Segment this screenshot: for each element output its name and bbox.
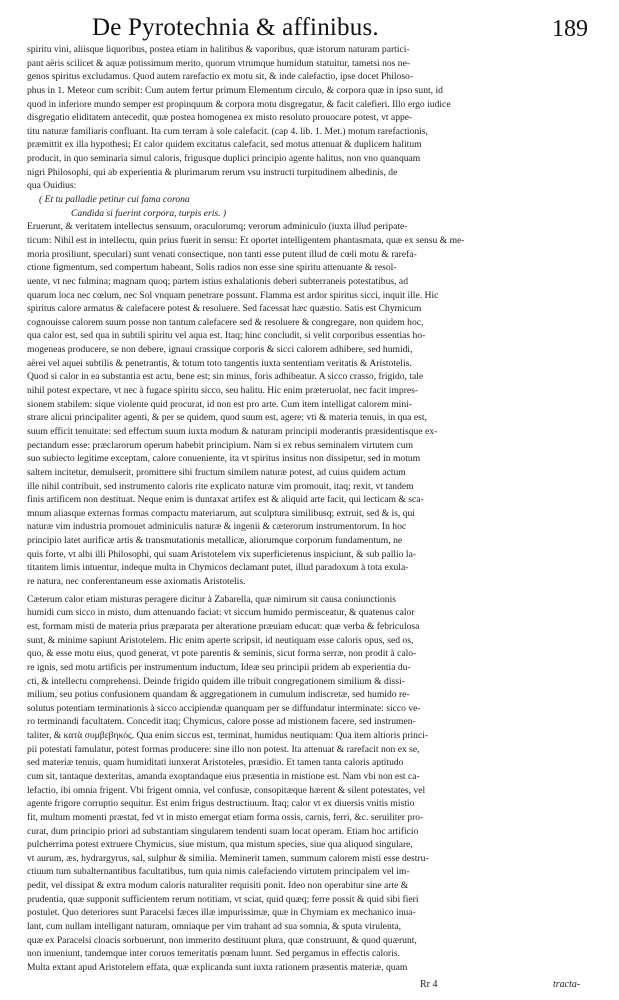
text-line: cum sit, tantaque dexteritas, amanda exoptandaque eius præsentia in mistione est. Nam vbi non est ca- (27, 770, 420, 782)
text-line: curat, dum principio priori ad substantiam singularem tendenti suam locat operam. Etiam hoc artificio (27, 825, 419, 837)
text-line: suum efficit tenuitate: sed effectum suum iuxta modum & naturam principii moderantis præsidentisque ex- (27, 425, 438, 437)
text-line: aërei vel aquei subtilis & penetrantis, & totum toto tangentis iuxta sententiam veritatis & Aristotelis. (27, 357, 412, 369)
verse-line: Candida si fuerint corpora, turpis eris. ) (71, 207, 227, 219)
text-line: finis artificem non destituat. Neque enim is duntaxat artifex est & aliquid arte facit, qui lecticam & sca- (27, 494, 424, 506)
text-line: Quod si calor in ea substantia est actu, bene est; sin minus, foris adhibeatur. A sicco crasso, frigido, tale (27, 371, 424, 383)
text-line: pectandum esse: præclarorum operum habebit principium. Nam si ex rebus seminalem virtutem cum (27, 439, 414, 451)
text-line: disgregatio eliditatem antecedit, quæ postea homogenea ex misto resoluto prouocare potest, vt appe- (27, 112, 413, 124)
text-line: prudentia, quæ supponit sufficientem rerum notitiam, vt sciat, quid quæq; ferre possit & quid sibi fieri (27, 893, 419, 905)
text-line: quæ ex Paracelsi cloacis sorbuerunt, non immerito destituunt plura, quæ construunt, & quod quærunt, (27, 934, 417, 946)
text-line: cognouisse calorem suum posse non tantum calefacere sed & resoluere & congregare, non quidem hoc, (27, 316, 424, 328)
text-line: genos spiritus excludamus. Quod autem rarefactio ex motu sit, & inde calefactio, ipse docet Philoso- (27, 71, 414, 83)
text-line: quarum loca nec cœlum, nec Sol vnquam penetrare possunt. Flamma est ardor spiritus sicci, inquit ille. Hic (27, 289, 439, 301)
text-line: spiritus calore armatus & calefacere potest & resoluere. Sed facessat hæc quæstio. Satis est Chymicum (27, 303, 422, 315)
text-line: taliter, & κατὰ συμβεβηκός. Qua enim siccus est, terminat, humidus neutiquam: Qua item altioris princi- (27, 730, 429, 742)
text-line: ro terminandi facultatem. Concedit itaq; Chymicus, calore posse ad mistionem facere, sed instrumen- (27, 716, 416, 728)
text-line: pii potestati famulatur, potest formas producere: sine illo non potest. Ita attenuat & rarefacit non ex se, (27, 743, 420, 755)
text-line: naturæ vim industria promouet adminiculis naturæ & ingenii & cæterorum instrumentorum. In hoc (27, 521, 407, 533)
text-line: præmittit ex illa hypothesi; Et calor quidem excitatus calefacit, sed motus attenuat & duplicem halitum (27, 139, 422, 151)
text-line: saltem incitetur, demulserit, promittere sibi fructum similem naturæ potest, ad cuius quidem actum (27, 466, 406, 478)
text-line: postulet. Quo deteriores sunt Paracelsi fæces illæ impurissimæ, quæ in Chymiam ex mechanico inua- (27, 907, 416, 919)
paragraph-block (27, 220, 597, 588)
text-line: phus in 1. Meteor cum scribit: Cum autem fertur primum Elementum circulo, & corpora quæ in ipso sunt, id (27, 84, 443, 96)
text-line: mnum aliasque externas formas compactu materiarum, aut sculptura similibusq; extruit, sed & is, qui (27, 507, 415, 519)
text-line: quod in inferiore mundo semper est propinquum & corpora motu disgregatur, & facit calefieri. Illo ergo iudice (27, 98, 451, 110)
text-line: producit, in quo seminaria simul caloris, frigusque duplici principio agente halitus, non vno quanquam (27, 153, 421, 165)
text-line: ille nihil contribuit, sed instrumento caloris rite explicato naturæ vim promouit, itaq; rexit, vt tandem (27, 480, 414, 492)
text-line: Multa extant apud Aristotelem effata, quæ explicanda sunt iuxta rationem præsentis materiæ, quam (27, 961, 408, 973)
text-line: pant aëris scilicet & aquæ potissimum merito, quorum vtrumque humidum statuitur, tametsi nos ne- (27, 57, 411, 69)
text-line: ticum: Nihil est in intellectu, quin prius fuerit in sensu: Et oportet intelligentem phantasmata, quæ ex sensu & me- (27, 235, 465, 246)
text-line: ctiuum tum subalternantibus facultatibus, tum quia nimis calefaciendo virtutem principalem vel im- (27, 866, 410, 878)
text-line: agente frigore corruptio sequitur. Est enim frigus destructiuum. Itaq; calor vt ex diuersis vnitis mistio (27, 798, 415, 810)
text-line: strare alicui principaliter agenti, & per se quidem, quod suum est, agere; vti & materia tenuis, in qua est, (27, 412, 427, 424)
text-line: lant, cum nullam intelligant naturam, omniaque per vim trahant ad sua somnia, & sputa virulenta, (27, 921, 402, 933)
text-line: nihil potest expectare, vt nec à fugace spiritu sicco, seu halitu. Hic enim præteruolat, nec facit impres- (27, 385, 419, 397)
text-line: ctione figmentum, sed compertum habeant, Solis radios non esse sine spiritu attenuante & resol- (27, 262, 397, 274)
text-line: fit, multum momenti præstat, fed vt in misto emergat etiam forma ossis, carnis, ferri, &c. seruiliter pro- (27, 811, 424, 823)
text-line: mogeneas producere, se non debere, ignaui crassique corporis & sicci calorem adhibere, sed humidi, (27, 344, 413, 356)
text-line: uente, vt nec fulmina; magnam quoq; partem istius exhalationis deberi subterraneis potestatibus, ad (27, 275, 408, 287)
text-line: vt aurum, æs, hydrargyrus, sal, sulphur & similia. Meminerit tamen, summum calorem misti esse destru- (27, 852, 429, 864)
text-line: est, formam misti de materia prius præparata per alteratione præuiam educat: quæ verba & febriculosa (27, 620, 420, 632)
text-line: pedit, vel dissipat & extra modum caloris naturaliter requisiti ponit. Ideo non operabitur sine arte & (27, 880, 409, 892)
text-line: solutus potentiam terminationis à sicco accipiendæ quanquam per se diffundatur interminate: sicco ve- (27, 702, 421, 714)
text-line: qua Ouidius: (27, 180, 77, 192)
text-line: qua calor est, sed qua in subtili spiritu vel aqua est. Itaq; hinc concludit, si velit corporibus essentias ho- (27, 330, 426, 342)
verse-quotation (27, 193, 597, 220)
text-line: titantem limis intuentur, indeque multa in Chymicos declamant putet, illud paradoxum à tota exula- (27, 562, 409, 574)
text-line: suo subiecto legitime exceptam, calore conueniente, ita vt spiritus insitus non dissipetur, sed in motum (27, 453, 421, 465)
text-line: re ignis, sed motu artificis per instrumentum inductum, Ideæ seu principii pridem ab experientia du- (27, 661, 411, 673)
text-line: milium, seu potius confusionem quandam & aggregationem in cumulum indiscretæ, sed humido re- (27, 689, 410, 701)
running-title: De Pyrotechnia & affinibus. (92, 14, 379, 41)
text-line: moria prosiliunt, speculari) sunt venati consectique, non tanti esse putent illud de cœli motu & rarefa- (27, 248, 417, 260)
text-line: Cæterum calor etiam misturas peragere dicitur à Zabarella, quæ nimirum sit causa coniunctionis (27, 593, 396, 605)
text-line: non inueniunt, tandemque inter coruos temeritatis pœnam luunt. Sed pergamus in effectis caloris. (27, 948, 400, 960)
text-line: sionem stabilem: sique violente quid procurat, id non est pro arte. Cum item intelligat calorem mini- (27, 398, 412, 410)
signature-mark: Rr 4 (420, 979, 438, 990)
page-number: 189 (552, 16, 588, 42)
text-line: principio latet aurificæ artis & transmutationis metallicæ, aliorumque corporum fundamentum, ne (27, 535, 403, 547)
text-line: titu naturæ familiaris confluant. Ita cum terram à sole calefacit. (cap 4. lib. 1. Met.) motum rarefactionis, (27, 125, 428, 137)
text-line: quo, & esse motu eius, quod generat, vt pote parentis & seminis, sicut forma serræ, non prodit à calo- (27, 648, 417, 660)
paragraph-block (27, 43, 597, 193)
verse-line: ( Et tu palladie petitur cui fama corona (39, 194, 190, 206)
text-line: sed materiæ tenuis, quam humiditati iunxerat Aristoteles, præsidio. Et tamen tanta caloris aptitudo (27, 757, 404, 769)
body-text (27, 43, 597, 975)
text-line: pulcherrima potest extruere Chymicus, siue mistum, qua mistum species, siue qua aliquod singulare, (27, 839, 413, 851)
text-line: spiritu vini, aliisque liquoribus, postea etiam in halitibus & vaporibus, quæ istorum naturam partici- (27, 44, 410, 55)
text-line: sunt, & minime sapiunt Aristotelem. Hic enim aperte scripsit, id neutiquam esse caloris opus, sed os, (27, 634, 414, 646)
paragraph-block (27, 593, 597, 975)
text-line: lefactio, ibi omnia frigent. Vbi frigent omnia, vel confusæ, consopitæque hærent & silent potestates, vel (27, 784, 426, 796)
text-line: nigri Philosophi, qui ab experientia & plurimarum rerum vsu instructi turpitudinem albedinis, de (27, 166, 398, 178)
text-line: cti, & intellectu comprehensi. Deinde frigido quidem ille tribuit congregationem similium & dissi- (27, 675, 405, 687)
text-line: quis forte, vt albi illi Philosophi, qui suam Aristotelem vix superficietenus inspiciunt, & sub pallio la- (27, 548, 417, 560)
text-line: humidi cum sicco in misto, dum attenuando faciat: vt siccum humido permisceatur, & quatenus calor (27, 607, 415, 619)
catchword: tracta- (553, 979, 581, 990)
text-line: re natura, nec conferentaneum esse axiomatis Aristotelis. (27, 576, 246, 588)
text-line: Eruerunt, & veritatem intellectus sensuum, oraculorumq; verorum adminiculo (iuxta illud peripate- (27, 221, 408, 233)
